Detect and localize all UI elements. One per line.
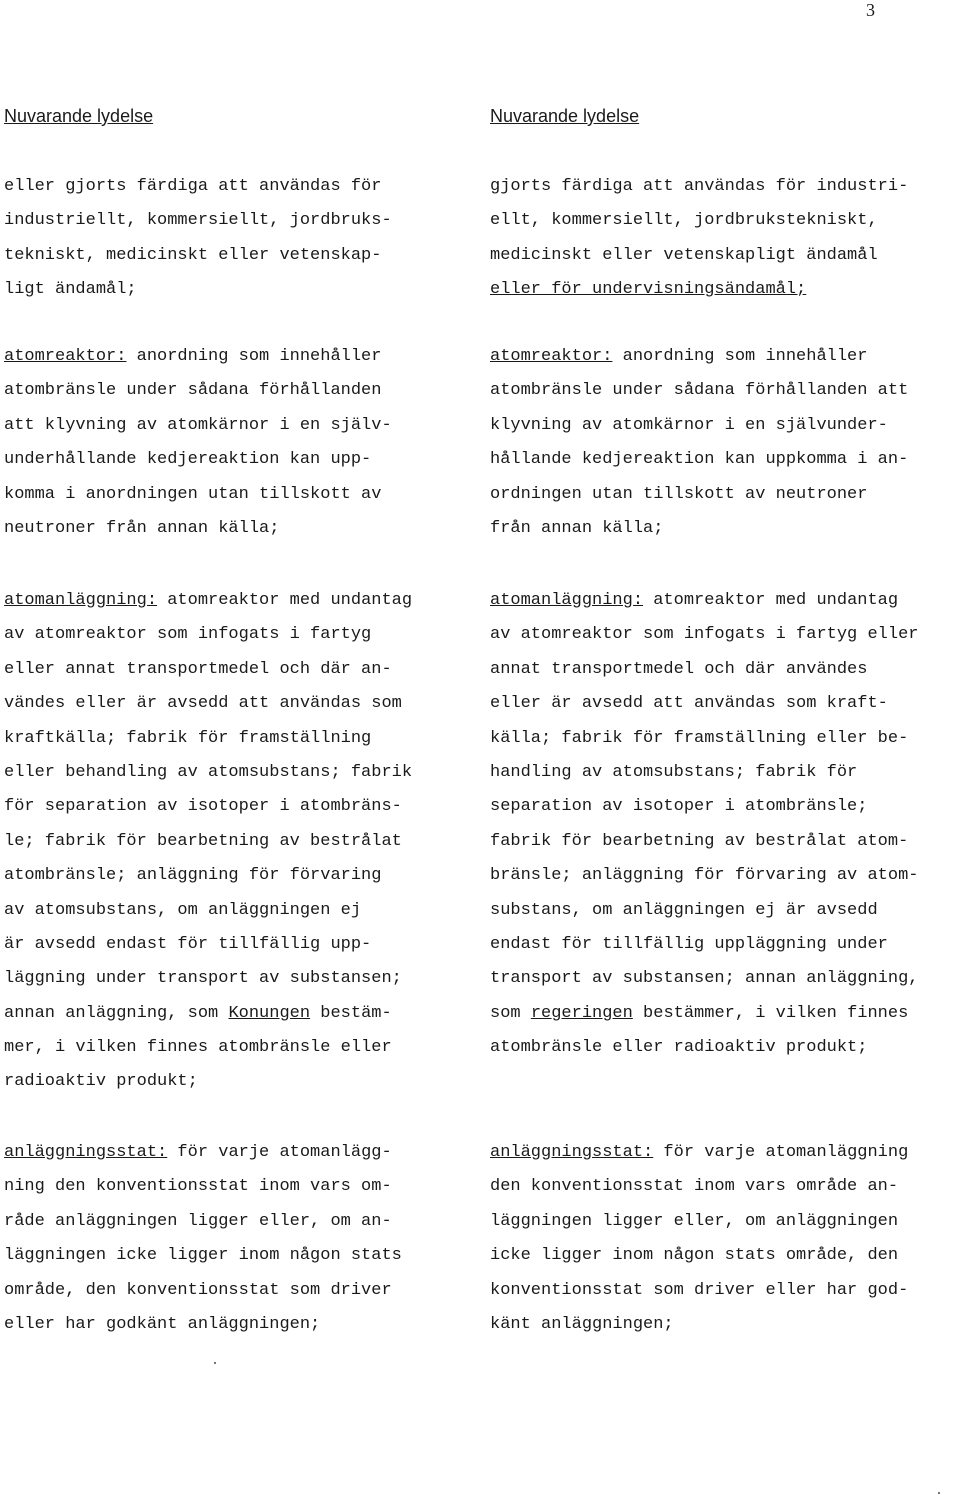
text-line: av atomsubstans, om anläggningen ej bbox=[4, 900, 362, 920]
right-definition-atomreaktor bbox=[490, 340, 950, 546]
definition-text: anordning som innehåller bbox=[126, 347, 382, 366]
text-line: atombränsle eller radioaktiv produkt; bbox=[490, 1038, 868, 1058]
underlined-addition: eller för undervisningsändamål; bbox=[490, 280, 807, 300]
defined-term: atomanläggning: bbox=[490, 591, 644, 610]
text-line: separation av isotoper i atombränsle; bbox=[490, 797, 868, 817]
text-line: handling av atomsubstans; fabrik för bbox=[490, 762, 858, 782]
text-line: fabrik för bearbetning av bestrålat atom- bbox=[490, 831, 909, 851]
definition-first-line bbox=[4, 1136, 464, 1170]
left-definition-anlaggningsstat bbox=[4, 1136, 464, 1342]
text-line: substans, om anläggningen ej är avsedd bbox=[490, 900, 878, 920]
text-line: råde anläggningen ligger eller, om an- bbox=[4, 1211, 392, 1231]
text-line: område, den konventionsstat som driver bbox=[4, 1280, 392, 1300]
text-line: ellt, kommersiellt, jordbrukstekniskt, bbox=[490, 211, 878, 231]
left-definition-atomreaktor bbox=[4, 340, 464, 546]
scan-speck bbox=[938, 1492, 940, 1494]
text-line: kraftkälla; fabrik för framställning bbox=[4, 728, 372, 748]
page-number: 3 bbox=[866, 0, 875, 20]
text-line: källa; fabrik för framställning eller be- bbox=[490, 728, 909, 748]
text-line: läggningen ligger eller, om anläggningen bbox=[490, 1211, 899, 1231]
text-line: le; fabrik för bearbetning av bestrålat bbox=[4, 831, 402, 851]
text-line: transport av substansen; annan anläggning, bbox=[490, 969, 919, 989]
text-line: eller gjorts färdiga att användas för bbox=[4, 177, 382, 196]
text-line: ligt ändamål; bbox=[4, 280, 137, 300]
definition-text: för varje atomanläggning bbox=[653, 1143, 909, 1162]
text-line: av atomreaktor som infogats i fartyg eller bbox=[490, 625, 919, 645]
left-column-header: Nuvarande lydelse bbox=[4, 106, 154, 126]
left-block-intro bbox=[4, 170, 464, 308]
definition-text: anordning som innehåller bbox=[612, 347, 868, 366]
definition-text: för varje atomanlägg- bbox=[167, 1143, 392, 1162]
text-line: bränsle; anläggning för förvaring av atom- bbox=[490, 866, 919, 886]
text-segment: annan anläggning, som bbox=[4, 1003, 229, 1023]
text-line: underhållande kedjereaktion kan upp- bbox=[4, 450, 372, 470]
text-segment: bestämmer, i vilken finnes bbox=[632, 1003, 909, 1023]
text-line: gjorts färdiga att användas för industri- bbox=[490, 177, 909, 196]
text-line: industriellt, kommersiellt, jordbruks- bbox=[4, 211, 392, 231]
defined-term: atomreaktor: bbox=[4, 347, 127, 366]
text-line: eller behandling av atomsubstans; fabrik bbox=[4, 762, 413, 782]
text-line bbox=[4, 997, 464, 1031]
text-line: konventionsstat som driver eller har god- bbox=[490, 1280, 909, 1300]
text-line: för separation av isotoper i atombräns- bbox=[4, 797, 402, 817]
right-column-header: Nuvarande lydelse bbox=[490, 106, 640, 126]
text-line: eller annat transportmedel och där an- bbox=[4, 659, 392, 679]
text-line: radioaktiv produkt; bbox=[4, 1072, 198, 1092]
text-line: tekniskt, medicinskt eller vetenskap- bbox=[4, 245, 382, 265]
text-line: ning den konventionsstat inom vars om- bbox=[4, 1177, 392, 1197]
text-line: hållande kedjereaktion kan uppkomma i an- bbox=[490, 450, 909, 470]
definition-first-line bbox=[4, 584, 464, 618]
definition-first-line bbox=[490, 340, 950, 374]
text-line: endast för tillfällig uppläggning under bbox=[490, 934, 888, 954]
right-definition-atomanlaggning bbox=[490, 584, 950, 1065]
text-line: annat transportmedel och där användes bbox=[490, 659, 868, 679]
underlined-word: regeringen bbox=[530, 1003, 633, 1023]
defined-term: anläggningsstat: bbox=[490, 1143, 654, 1162]
definition-first-line bbox=[4, 340, 464, 374]
text-line: atombränsle; anläggning för förvaring bbox=[4, 866, 382, 886]
text-line: atombränsle under sådana förhållanden att bbox=[490, 381, 909, 401]
text-segment: bestäm- bbox=[310, 1003, 392, 1023]
text-line: eller är avsedd att användas som kraft- bbox=[490, 694, 888, 714]
text-line: känt anläggningen; bbox=[490, 1314, 674, 1334]
text-line: ordningen utan tillskott av neutroner bbox=[490, 484, 868, 504]
defined-term: atomreaktor: bbox=[490, 347, 613, 366]
text-line: läggningen icke ligger inom någon stats bbox=[4, 1246, 402, 1266]
scan-speck bbox=[214, 1362, 216, 1364]
definition-text: atomreaktor med undantag bbox=[643, 591, 899, 610]
right-definition-anlaggningsstat bbox=[490, 1136, 950, 1342]
text-line: atombränsle under sådana förhållanden bbox=[4, 381, 382, 401]
text-line: mer, i vilken finnes atombränsle eller bbox=[4, 1038, 392, 1058]
right-block-intro bbox=[490, 170, 950, 308]
text-line: vändes eller är avsedd att användas som bbox=[4, 694, 402, 714]
text-line: är avsedd endast för tillfällig upp- bbox=[4, 934, 372, 954]
definition-text: atomreaktor med undantag bbox=[157, 591, 413, 610]
text-line: från annan källa; bbox=[490, 518, 664, 538]
defined-term: atomanläggning: bbox=[4, 591, 158, 610]
definition-first-line bbox=[490, 1136, 950, 1170]
text-line: att klyvning av atomkärnor i en själv- bbox=[4, 415, 392, 435]
text-line: läggning under transport av substansen; bbox=[4, 969, 402, 989]
text-line bbox=[490, 997, 950, 1031]
text-line: komma i anordningen utan tillskott av bbox=[4, 484, 382, 504]
underlined-word: Konungen bbox=[228, 1003, 311, 1023]
left-definition-atomanlaggning bbox=[4, 584, 464, 1100]
text-line: eller har godkänt anläggningen; bbox=[4, 1314, 321, 1334]
text-line: den konventionsstat inom vars område an- bbox=[490, 1177, 899, 1197]
text-segment: som bbox=[490, 1003, 531, 1023]
text-line: medicinskt eller vetenskapligt ändamål bbox=[490, 245, 878, 265]
defined-term: anläggningsstat: bbox=[4, 1143, 168, 1162]
text-line: av atomreaktor som infogats i fartyg bbox=[4, 625, 372, 645]
definition-first-line bbox=[490, 584, 950, 618]
text-line: icke ligger inom någon stats område, den bbox=[490, 1246, 899, 1266]
text-line: neutroner från annan källa; bbox=[4, 518, 280, 538]
text-line: klyvning av atomkärnor i en självunder- bbox=[490, 415, 888, 435]
